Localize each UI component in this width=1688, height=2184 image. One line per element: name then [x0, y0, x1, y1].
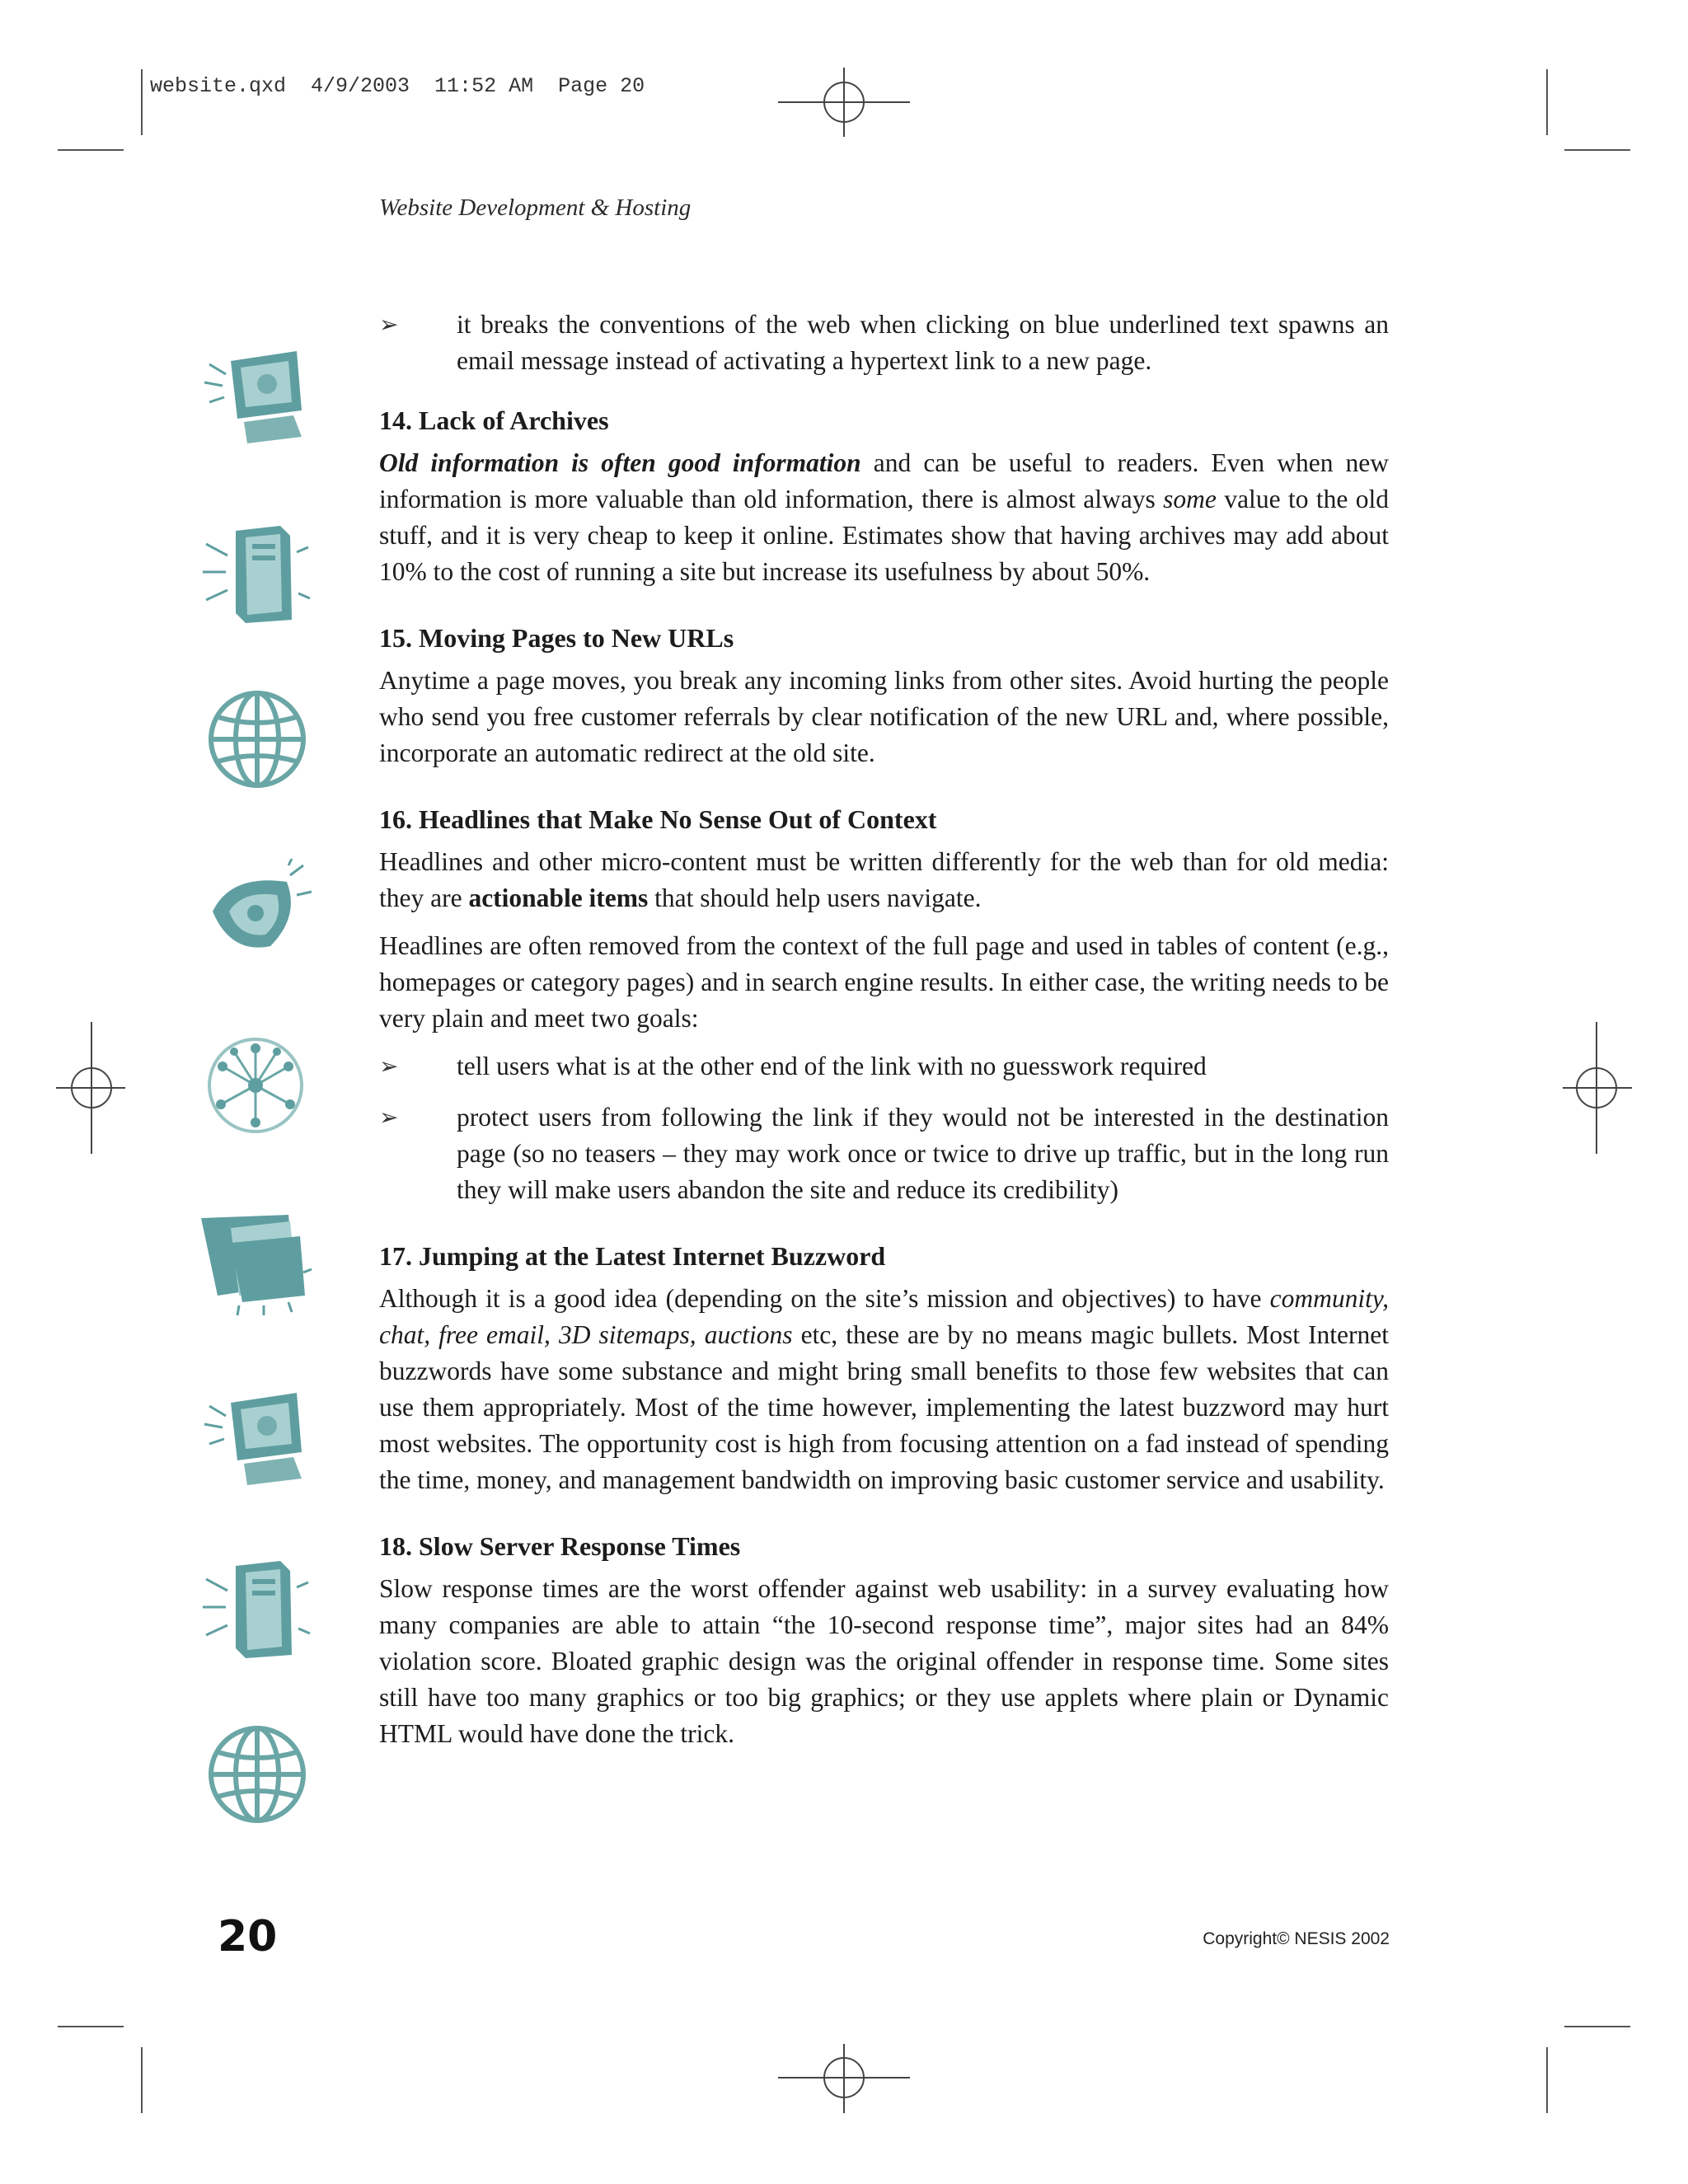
bullet-item — [379, 1048, 1389, 1085]
print-slug: website.qxd 4/9/2003 11:52 AM Page 20 — [150, 74, 645, 98]
body-text: Headlines and other micro-content must be written differently for the web than for old media: they are — [379, 847, 1389, 912]
arrow-bullet-icon: ➢ — [379, 311, 399, 338]
body-text: that should help users navigate. — [648, 883, 982, 912]
registration-mark — [71, 1067, 112, 1108]
bullet-text: tell users what is at the other end of the link with no guesswork required — [457, 1052, 1207, 1080]
section-body — [379, 844, 1389, 916]
running-head: Website Development & Hosting — [379, 194, 692, 221]
crop-mark — [141, 69, 143, 135]
network-hub-icon — [198, 1032, 313, 1139]
section-heading: 15. Moving Pages to New URLs — [379, 623, 734, 653]
crop-mark — [1564, 2026, 1630, 2027]
section-body: Headlines are often removed from the context of the full page and used in tables of content (e.g., homepages or category pages) and in search engine results. In either case, the writing needs to be very plain and meet two goals: — [379, 931, 1389, 1033]
body-text: and can be useful to readers. Even when new information is more valuable than old information, there is almost always — [379, 448, 1389, 513]
main-content — [379, 307, 1389, 1764]
registration-mark — [1576, 1067, 1617, 1108]
crop-mark — [1564, 149, 1630, 151]
section-heading: 17. Jumping at the Latest Internet Buzzword — [379, 1241, 886, 1271]
globe-icon — [198, 1721, 313, 1828]
crop-mark — [58, 149, 124, 151]
page-number: 20 — [218, 1912, 278, 1961]
crop-mark — [1546, 2047, 1548, 2113]
server-tower-icon — [198, 519, 313, 626]
emphasis-text: Old information is often good information — [379, 448, 861, 477]
registration-mark — [823, 82, 865, 123]
body-text: Although it is a good idea (depending on the site’s mission and objectives) to have — [379, 1284, 1270, 1313]
bullet-item — [379, 307, 1389, 379]
arrow-bullet-icon: ➢ — [379, 1104, 399, 1131]
computer-monitor-icon — [198, 1381, 313, 1488]
section-body: Slow response times are the worst offender against web usability: in a survey evaluating how many companies are able to attain “the 10-second response time”, major sites had an 84% violation score. Bloated graphic design was the original offender in response time. Some sites still have too many graphics or too big graphics; or they use applets where plain or Dynamic HTML would have done the trick. — [379, 1574, 1389, 1748]
crop-mark — [58, 2026, 124, 2027]
emphasis-text: community, chat, free email, 3D sitemaps, auctions — [379, 1284, 1389, 1349]
section-body: Anytime a page moves, you break any incoming links from other sites. Avoid hurting the people who send you free customer referrals by clear notification of the new URL and, where possible, incorporate an automatic redirect at the old site. — [379, 666, 1389, 767]
section-heading: 18. Slow Server Response Times — [379, 1531, 741, 1561]
bullet-text: protect users from following the link if they would not be interested in the destination page (so no teasers – they may work once or twice to drive up traffic, but in the long run they will make users abandon the site and reduce its credibility) — [457, 1103, 1389, 1204]
copyright-notice: Copyright© NESIS 2002 — [1203, 1929, 1390, 1948]
section-body — [379, 1281, 1389, 1498]
body-text: value to the old stuff, and it is very cheap to keep it online. Estimates show that having archives may add about 10% to the cost of running a site but increase its usefulness by about 50%. — [379, 485, 1390, 586]
bullet-item — [379, 1099, 1389, 1208]
emphasis-text: actionable items — [468, 883, 649, 912]
crop-mark — [1546, 69, 1548, 135]
emphasis-text: some — [1163, 485, 1217, 513]
computer-monitor-icon — [198, 340, 313, 447]
section-heading: 14. Lack of Archives — [379, 405, 609, 435]
registration-mark — [823, 2057, 865, 2098]
body-text: etc, these are by no means magic bullets. Most Internet buzzwords have some substance and might bring small benefits to those few websites that can use them appropriately. Most of the time however, implementing the latest buzzword may hurt most websites. The opportunity cost is high from focusing attention on a fad instead of spending the time, money, and management bandwidth on improving basic customer service and usability. — [379, 1320, 1389, 1494]
section-heading: 16. Headlines that Make No Sense Out of Context — [379, 804, 937, 834]
arrow-bullet-icon: ➢ — [379, 1052, 399, 1080]
section-body — [379, 445, 1389, 590]
bullet-text: it breaks the conventions of the web when clicking on blue underlined text spawns an email message instead of activating a hypertext link to a new page. — [457, 310, 1389, 375]
globe-icon — [198, 686, 313, 793]
folder-icon — [198, 1210, 313, 1317]
crop-mark — [141, 2047, 143, 2113]
satellite-dish-icon — [198, 859, 313, 966]
server-tower-icon — [198, 1554, 313, 1661]
